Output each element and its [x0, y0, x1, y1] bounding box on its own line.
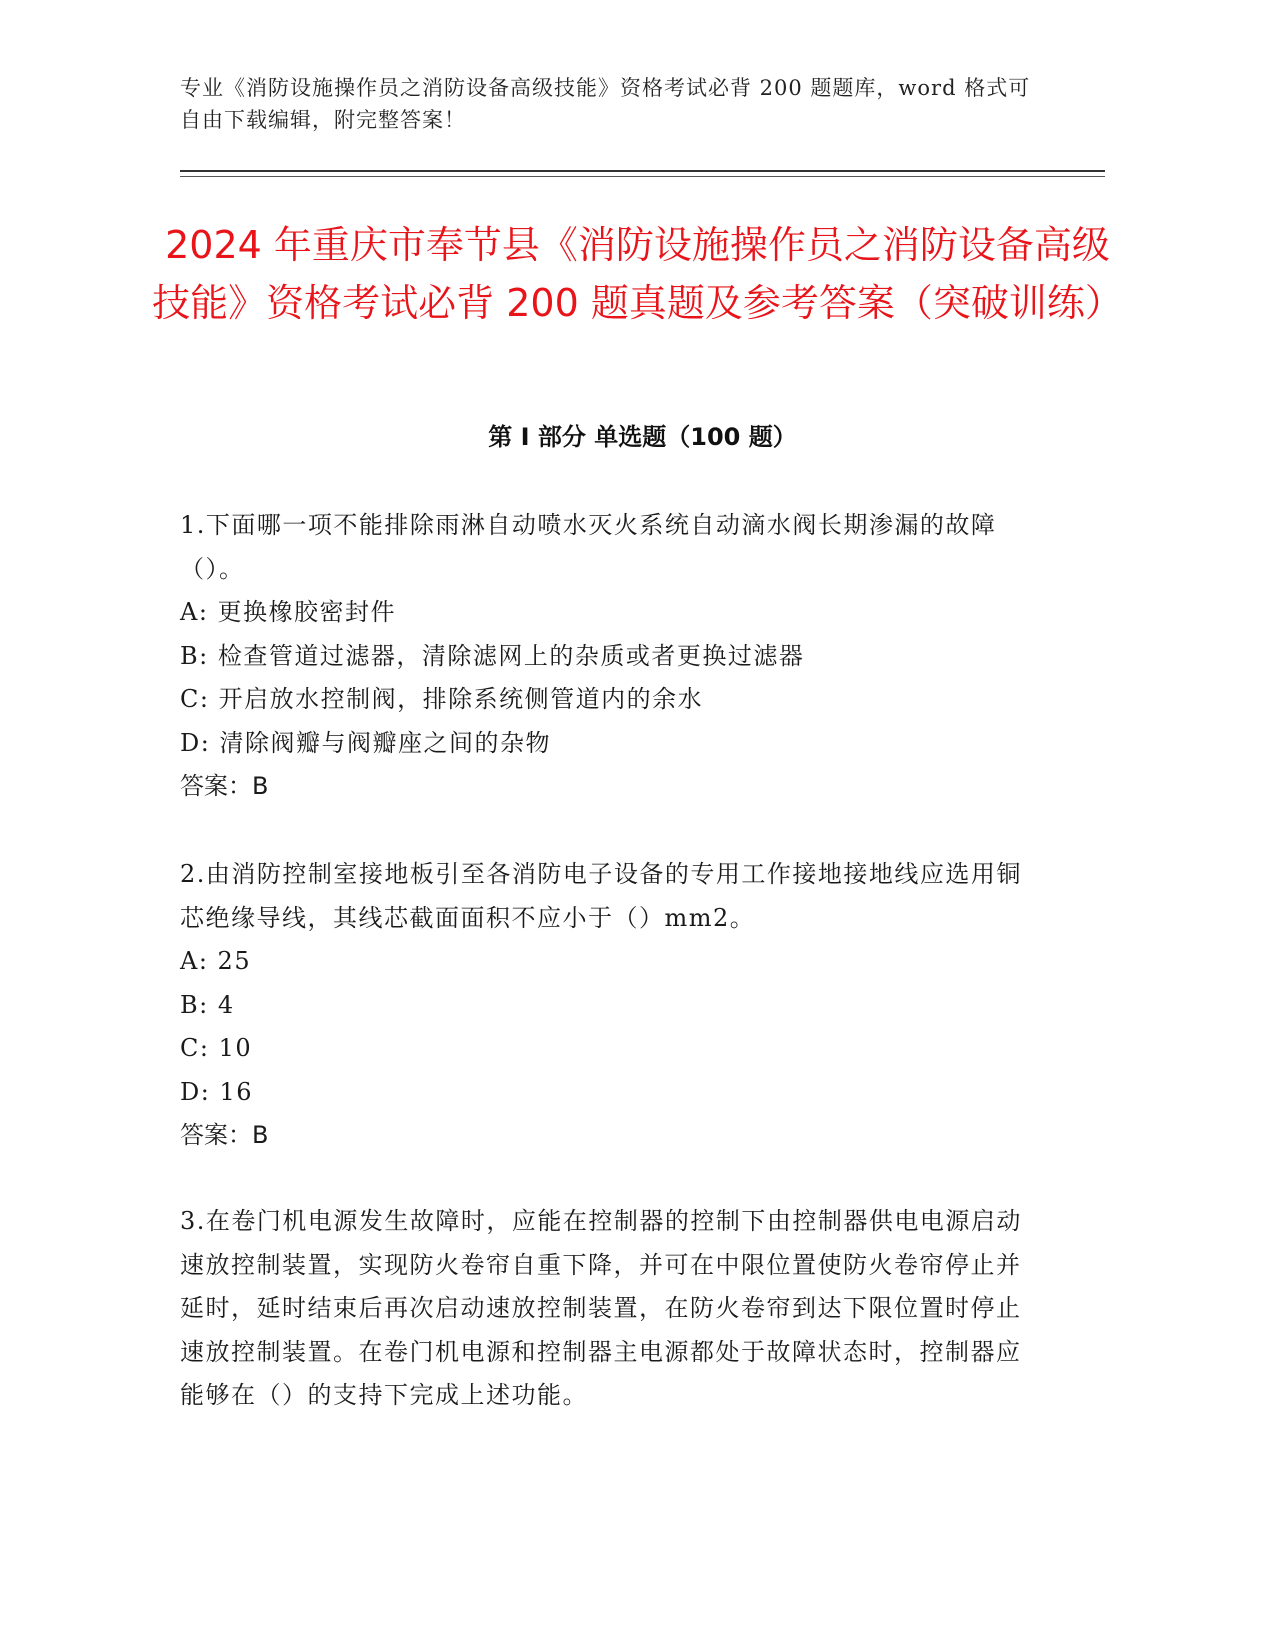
option-d: D: 16 [180, 1077, 253, 1106]
option-a: A: 更换橡胶密封件 [180, 598, 397, 626]
document-title: 2024 年重庆市奉节县《消防设施操作员之消防设备高级技能》资格考试必背 200 题真题及参考答案（突破训练） [152, 223, 1123, 325]
header-note: 专业《消防设施操作员之消防设备高级技能》资格考试必背 200 题题库，word 格式可自由下载编辑，附完整答案！ [180, 76, 1031, 132]
question-1 [180, 504, 1040, 809]
option-b: B: 4 [180, 990, 235, 1019]
option-d: D: 清除阀瓣与阀瓣座之间的杂物 [180, 728, 551, 757]
question-3 [180, 1200, 1040, 1418]
question-stem: 3.在卷门机电源发生故障时，应能在控制器的控制下由控制器供电电源启动速放控制装置，实现防火卷帘自重下降，并可在中限位置使防火卷帘停止并延时，延时结束后再次启动速放控制装置，在防火卷帘到达下限位置时停止速放控制装置。在卷门机电源和控制器主电源都处于故障状态时，控制器应能够在（）的支持下完成上述功能。 [180, 1207, 1022, 1409]
option-a: A: 25 [180, 947, 252, 975]
answer-line: 答案：B [180, 772, 269, 800]
option-b: B: 检查管道过滤器，清除滤网上的杂质或者更换过滤器 [180, 641, 805, 670]
question-2 [180, 853, 1040, 1158]
answer-line: 答案：B [180, 1121, 269, 1149]
section-heading: 第 I 部分 单选题（100 题） [488, 423, 797, 451]
question-stem: 1.下面哪一项不能排除雨淋自动喷水灭火系统自动滴水阀长期渗漏的故障（）。 [180, 511, 997, 583]
header-divider-thick [180, 170, 1105, 172]
option-c: C: 10 [180, 1034, 253, 1062]
option-c: C: 开启放水控制阀，排除系统侧管道内的余水 [180, 685, 704, 713]
question-stem: 2.由消防控制室接地板引至各消防电子设备的专用工作接地接地线应选用铜芯绝缘导线，其线芯截面面积不应小于（）mm2。 [180, 860, 1022, 932]
header-divider-thin [180, 176, 1105, 177]
